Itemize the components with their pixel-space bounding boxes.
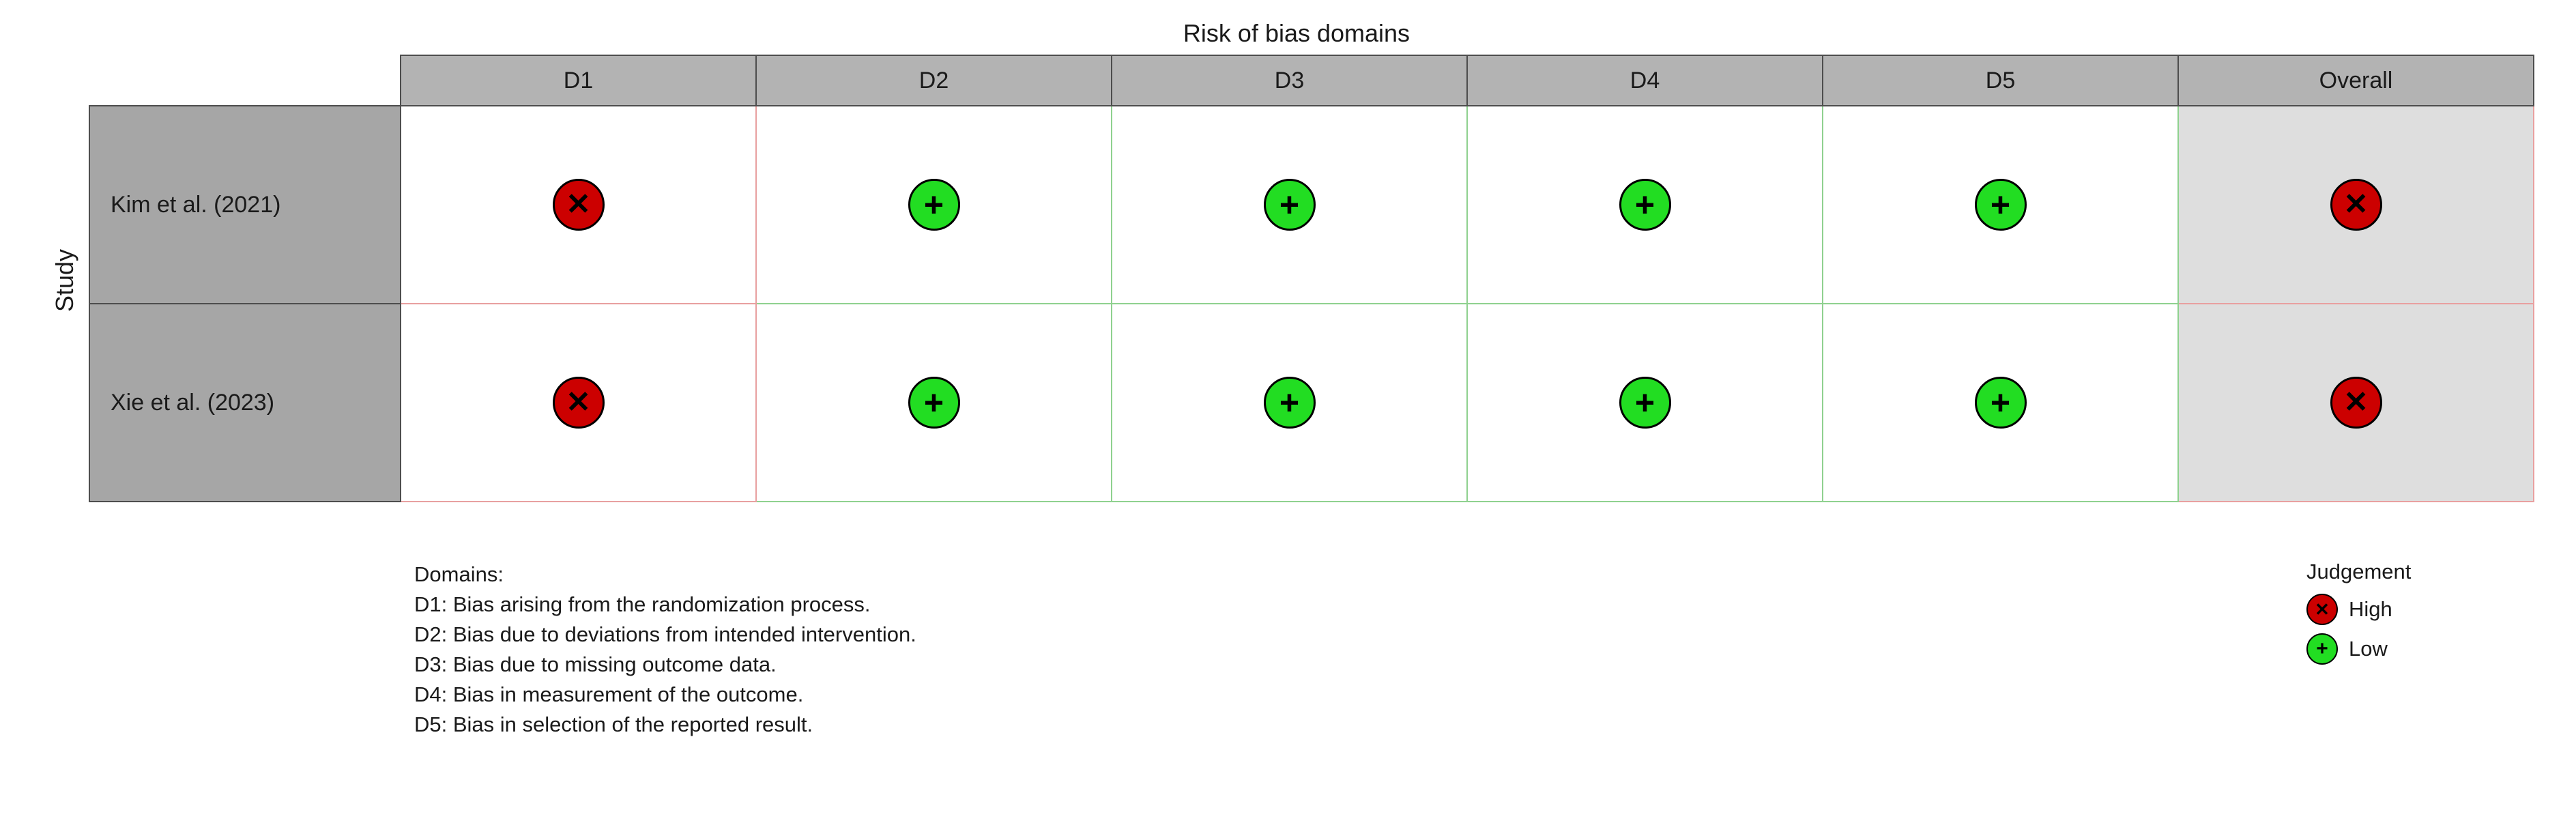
cell-kim-d4 [1467,106,1823,304]
domain-definition-d1: D1: Bias arising from the randomization process. [414,592,871,617]
column-header-d3: D3 [1112,55,1467,106]
judgement-high-icon: ✕ [553,377,605,429]
judgement-low-icon: + [1619,179,1671,231]
judgement-legend-title: Judgement [2306,560,2412,583]
domain-definition-d4: D4: Bias in measurement of the outcome. [414,682,804,707]
study-label-xie: Xie et al. (2023) [89,304,401,502]
chart-title: Risk of bias domains [1183,19,1410,47]
judgement-high-icon: ✕ [2330,179,2382,231]
column-header-d2: D2 [756,55,1112,106]
risk-of-bias-table [89,55,2534,502]
judgement-high-icon: ✕ [2330,377,2382,429]
domain-definition-d3: D3: Bias due to missing outcome data. [414,652,777,677]
judgement-high-icon: ✕ [553,179,605,231]
y-axis-label: Study [50,248,78,313]
judgement-low-icon: + [1264,179,1316,231]
judgement-high-icon: ✕ [2306,594,2338,625]
cell-xie-overall [2178,304,2534,502]
column-header-d4: D4 [1467,55,1823,106]
legend-item-high [2306,594,2411,625]
table-header-row [89,55,2534,106]
table-row [89,106,2534,304]
judgement-legend [2306,560,2411,673]
cell-xie-d2 [756,304,1112,502]
judgement-low-icon: + [908,377,960,429]
judgement-low-icon: + [1264,377,1316,429]
domain-definition-d2: D2: Bias due to deviations from intended intervention. [414,622,916,647]
cell-kim-d1 [401,106,756,304]
cell-kim-d5 [1823,106,2178,304]
study-label-kim: Kim et al. (2021) [89,106,401,304]
legend-item-low [2306,633,2411,665]
cell-xie-d1 [401,304,756,502]
domain-definition-d5: D5: Bias in selection of the reported result. [414,712,813,737]
cell-kim-d2 [756,106,1112,304]
column-header-d5: D5 [1823,55,2178,106]
judgement-low-icon: + [2306,633,2338,665]
table-row [89,304,2534,502]
legend-label-high: High [2349,597,2392,621]
domain-definitions-header: Domains: [414,562,504,586]
judgement-low-icon: + [1619,377,1671,429]
judgement-low-icon: + [1975,377,2027,429]
cell-xie-d4 [1467,304,1823,502]
column-header-d1: D1 [401,55,756,106]
cell-kim-overall [2178,106,2534,304]
cell-kim-d3 [1112,106,1467,304]
cell-xie-d3 [1112,304,1467,502]
cell-xie-d5 [1823,304,2178,502]
judgement-low-icon: + [1975,179,2027,231]
legend-label-low: Low [2349,637,2388,661]
domain-definitions [414,560,916,740]
judgement-low-icon: + [908,179,960,231]
header-corner-blank [89,55,401,106]
column-header-overall: Overall [2178,55,2534,106]
